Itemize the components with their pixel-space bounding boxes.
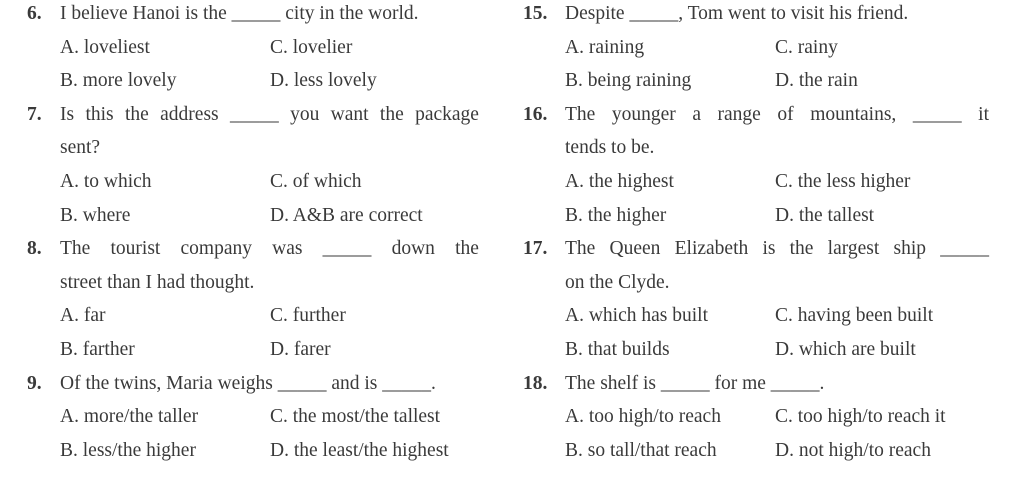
option-b: B. so tall/that reach — [565, 439, 717, 461]
option-a: A. more/the taller — [60, 406, 199, 428]
option-d: D. less lovely — [270, 70, 377, 92]
stem-word: largest — [827, 238, 880, 260]
answer-blank: _____ — [912, 103, 962, 125]
option-d: D. which are built — [775, 338, 916, 360]
option-b: B. that builds — [565, 338, 670, 360]
question-stem: I believe Hanoi is the _____ city in the world. — [60, 3, 419, 24]
answer-blank: _____ — [322, 238, 372, 260]
option-b: B. the higher — [565, 204, 667, 226]
option-c: C. too high/to reach it — [775, 406, 946, 428]
stem-word: The — [565, 238, 596, 260]
option-c: C. the most/the tallest — [270, 406, 441, 428]
stem-word: range — [717, 103, 761, 125]
stem-word: The — [60, 238, 91, 260]
option-d: D. farer — [270, 338, 331, 360]
question-stem: Despite _____, Tom went to visit his friend. — [565, 3, 909, 24]
question-stem — [60, 235, 479, 262]
question-stem-continued: tends to be. — [565, 137, 655, 159]
stem-word: package — [415, 103, 479, 125]
stem-word: was — [272, 238, 303, 260]
option-a: A. which has built — [565, 305, 708, 327]
stem-word: the — [789, 238, 814, 260]
question-stem: The shelf is _____ for me _____. — [565, 372, 825, 394]
question-7 — [27, 101, 479, 235]
option-c: C. rainy — [775, 36, 838, 58]
option-c: C. having been built — [775, 305, 934, 327]
option-d: D. the least/the highest — [270, 439, 449, 461]
question-number: 18. — [523, 372, 548, 394]
option-b: B. more lovely — [60, 70, 177, 92]
stem-word: address — [160, 103, 219, 125]
left-column — [27, 0, 479, 470]
option-c: C. further — [270, 305, 346, 327]
question-16 — [523, 101, 989, 235]
option-a: A. too high/to reach — [565, 406, 721, 428]
stem-word: mountains, — [810, 103, 897, 125]
option-a: A. the highest — [565, 170, 674, 192]
option-c: C. of which — [270, 170, 362, 192]
question-number: 17. — [523, 238, 548, 260]
option-b: B. where — [60, 204, 131, 226]
option-d: D. the tallest — [775, 204, 875, 226]
option-d: D. A&B are correct — [270, 204, 423, 226]
question-18 — [523, 370, 989, 471]
option-b: B. being raining — [565, 70, 692, 92]
stem-word: a — [692, 103, 701, 125]
option-b: B. farther — [60, 338, 135, 360]
option-d: D. the rain — [775, 70, 858, 92]
stem-word: is — [762, 238, 776, 260]
question-8 — [27, 235, 479, 369]
stem-word: company — [180, 238, 252, 260]
stem-word: Is — [60, 103, 75, 125]
stem-word: the — [124, 103, 149, 125]
question-number: 15. — [523, 3, 548, 24]
option-b: B. less/the higher — [60, 439, 196, 461]
question-17 — [523, 235, 989, 369]
answer-blank: _____ — [940, 238, 989, 260]
question-stem: Of the twins, Maria weighs _____ and is _____. — [60, 372, 436, 394]
option-a: A. far — [60, 305, 106, 327]
stem-word: you — [290, 103, 320, 125]
stem-word: ship — [893, 238, 926, 260]
stem-word: it — [978, 103, 989, 125]
stem-word: this — [85, 103, 114, 125]
question-stem-continued: sent? — [60, 137, 101, 159]
option-a: A. loveliest — [60, 36, 150, 58]
stem-word: want — [330, 103, 369, 125]
question-15 — [523, 0, 989, 101]
question-stem-continued: street than I had thought. — [60, 271, 255, 293]
question-stem — [60, 101, 479, 128]
question-number: 7. — [27, 103, 42, 125]
stem-word: of — [777, 103, 794, 125]
question-stem-continued: on the Clyde. — [565, 271, 670, 293]
question-number: 8. — [27, 238, 42, 260]
stem-word: the — [379, 103, 404, 125]
question-9 — [27, 370, 479, 471]
stem-word: Queen — [609, 238, 661, 260]
right-column — [523, 0, 989, 470]
option-a: A. raining — [565, 36, 645, 58]
option-c: C. lovelier — [270, 36, 353, 58]
question-stem — [565, 101, 989, 128]
question-number: 9. — [27, 372, 42, 394]
question-6 — [27, 0, 479, 101]
answer-blank: _____ — [229, 103, 279, 125]
question-number: 16. — [523, 103, 548, 125]
stem-word: The — [565, 103, 596, 125]
stem-word: younger — [611, 103, 676, 125]
option-d: D. not high/to reach — [775, 439, 931, 461]
option-a: A. to which — [60, 170, 152, 192]
stem-word: down — [391, 238, 435, 260]
question-number: 6. — [27, 3, 42, 24]
stem-word: Elizabeth — [674, 238, 749, 260]
question-stem — [565, 235, 989, 262]
stem-word: the — [455, 238, 479, 260]
option-c: C. the less higher — [775, 170, 911, 192]
stem-word: tourist — [110, 238, 161, 260]
